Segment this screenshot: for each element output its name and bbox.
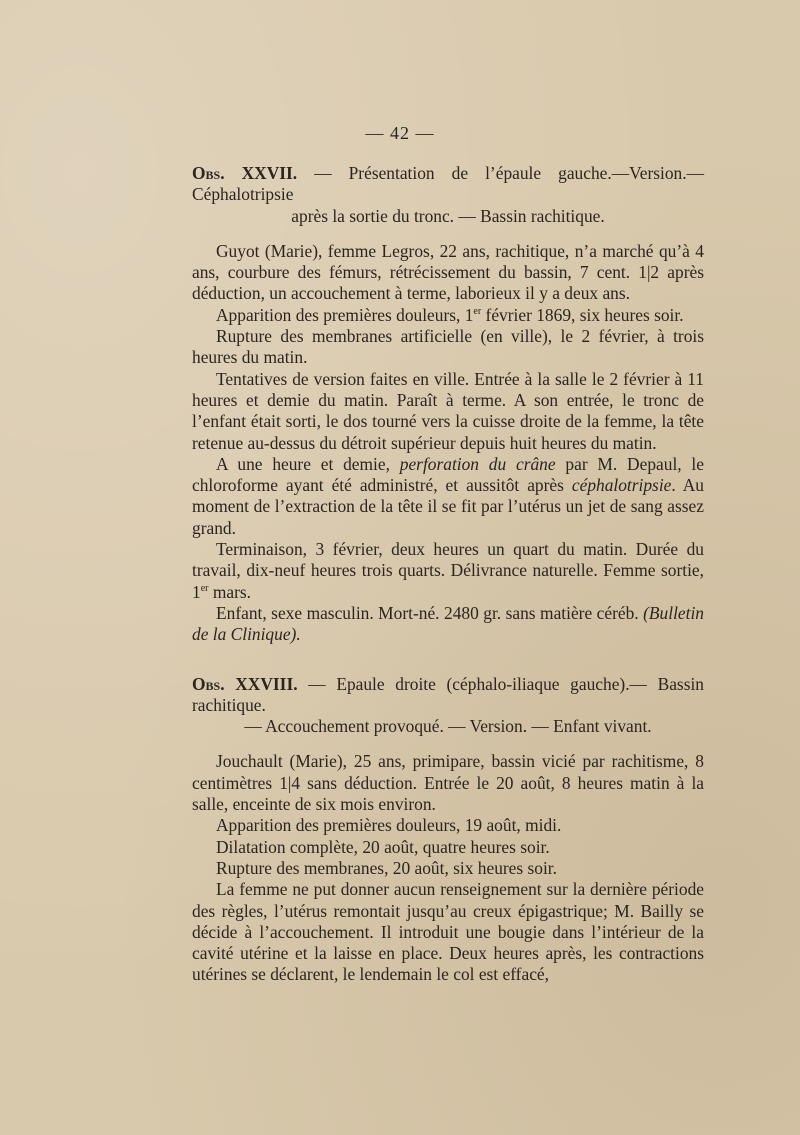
obs27-paragraph-3: Rupture des membranes artificielle (en ville), le 2 février, à trois heures du matin. — [192, 326, 704, 368]
obs28-heading — [192, 674, 704, 717]
obs28-paragraph-5: La femme ne put donner aucun renseignement sur la dernière période des règles, l’utérus remontait jusqu’au creux épigastrique; M. Bailly se décide à l’accouchement. Il introduit une bougie dans l’intérieur de la cavité utérine et la laisse en place. Deux heures après, les contractions utérines se déclarent, le lendemain le col est effacé, — [192, 879, 704, 985]
obs27-heading — [192, 163, 704, 206]
section-gap — [192, 646, 704, 674]
obs28-paragraph-2: Apparition des premières douleurs, 19 août, midi. — [216, 815, 562, 836]
obs27-paragraph-2: Apparition des premières douleurs, 1er février 1869, six heures soir. — [216, 304, 684, 325]
obs27-subtitle: après la sortie du tronc. — Bassin rachitique. — [291, 205, 605, 226]
page-number: — 42 — — [365, 123, 435, 143]
obs27-label: Obs. XXVII. — [192, 163, 298, 183]
obs28-subtitle: — Accouchement provoqué. — Version. — Enfant vivant. — [244, 716, 652, 737]
obs28-title: — Epaule droite (céphalo-iliaque gauche).— Bassin rachitique. — [192, 673, 704, 715]
obs27-paragraph-1: Guyot (Marie), femme Legros, 22 ans, rachitique, n’a marché qu’à 4 ans, courbure des fémurs, rétrécissement du bassin, 7 cent. 1|2 après déduction, un accouchement à terme, laborieux il y a deux ans. — [192, 240, 704, 304]
obs28-paragraph-1: Jouchault (Marie), 25 ans, primipare, bassin vicié par rachitisme, 8 centimètres 1|4 sans déduction. Entrée le 20 août, 8 heures matin à la salle, enceinte de six mois environ. — [192, 751, 704, 815]
obs27-paragraph-7: Enfant, sexe masculin. Mort-né. 2480 gr. sans matière céréb. (Bulletin de la Clinique). — [192, 602, 704, 645]
obs28-label: Obs. XXVIII. — [192, 673, 298, 694]
obs28-paragraph-4: Rupture des membranes, 20 août, six heures soir. — [216, 857, 557, 878]
obs27-paragraph-4: Tentatives de version faites en ville. Entrée à la salle le 2 février à 11 heures et demie du matin. Paraît à terme. A son entrée, le tronc de l’enfant était sorti, le dos tourné vers la cuisse droite de la femme, la tête retenue au-dessus du détroit supérieur depuis huit heures du matin. — [192, 368, 704, 453]
obs27-paragraph-5: A une heure et demie, perforation du crâne par M. Depaul, le chloroforme ayant été administré, et aussitôt après céphalotripsie. Au moment de l’extraction de la tête il se fit par l’utérus un jet de sang assez grand. — [192, 453, 704, 538]
obs27-paragraph-6: Terminaison, 3 février, deux heures un quart du matin. Durée du travail, dix-neuf heures trois quarts. Délivrance naturelle. Femme sortie, 1er mars. — [192, 539, 704, 602]
observation-27 — [192, 163, 704, 986]
obs27-title: — Présentation de l’épaule gauche.—Version.—Céphalotripsie — [192, 163, 704, 205]
obs28-paragraph-3: Dilatation complète, 20 août, quatre heures soir. — [216, 836, 550, 857]
